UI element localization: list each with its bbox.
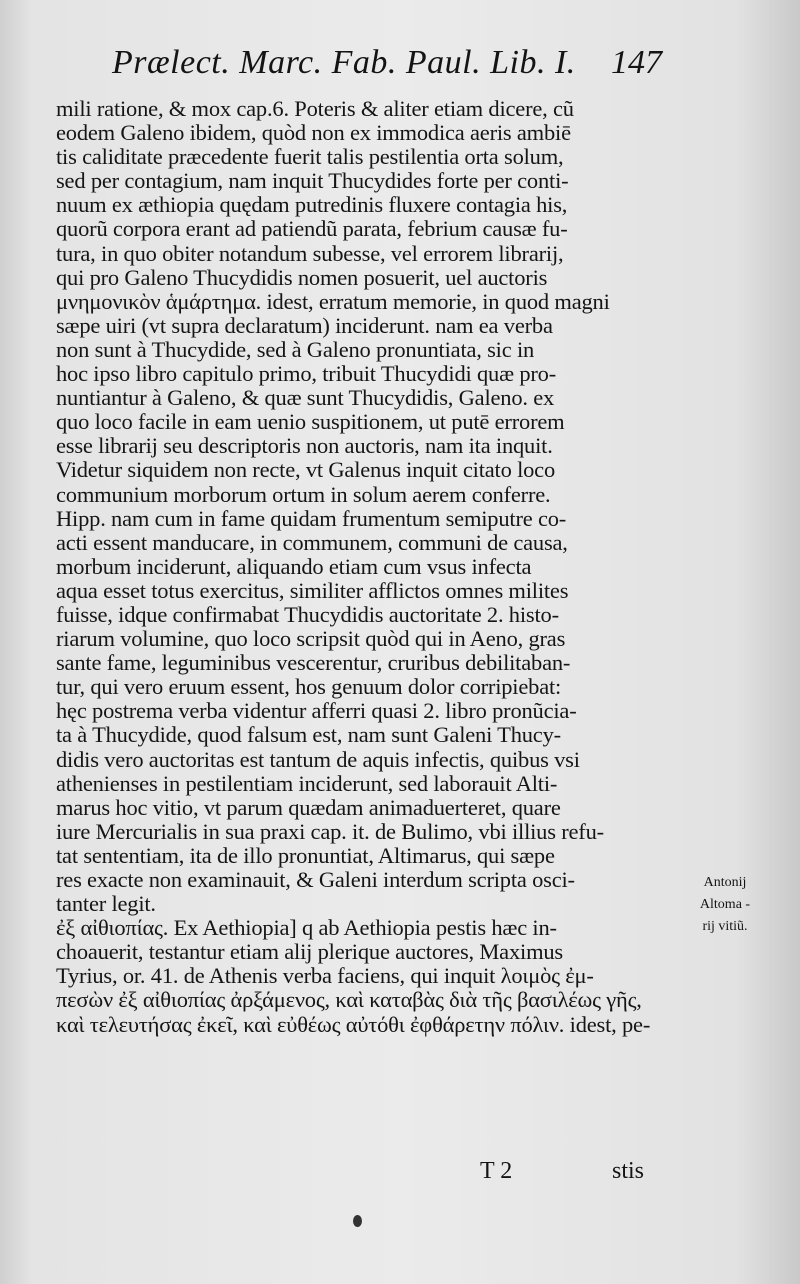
page-header: [112, 44, 672, 94]
margin-note-line: Altoma -: [699, 897, 751, 912]
text-line: riarum volumine, quo loco scripsit quòd qui in Aeno, gras: [56, 627, 566, 652]
text-line: non sunt à Thucydide, sed à Galeno pronuntiata, sic in: [56, 337, 535, 362]
text-line: sed per contagium, nam inquit Thucydides forte per conti-: [56, 169, 569, 194]
text-line: Tyrius, or. 41. de Athenis verba faciens, qui inquit λοιμὸς ἐμ-: [56, 964, 594, 989]
text-line: choauerit, testantur etiam alij plerique auctores, Maximus: [56, 940, 563, 965]
text-line: athenienses in pestilentiam inciderunt, sed laborauit Alti-: [56, 771, 558, 796]
running-title: Prælect. Marc. Fab. Paul. Lib. I.: [112, 44, 576, 81]
text-line: tis caliditate præcedente fuerit talis pestilentia orta solum,: [56, 145, 564, 170]
text-line: fuisse, idque confirmabat Thucydidis auctoritate 2. histo-: [56, 602, 559, 627]
text-line: marus hoc vitio, vt parum quædam animaduerteret, quare: [56, 795, 561, 820]
catchword: stis: [612, 1158, 645, 1184]
text-line: tat sententiam, ita de illo pronuntiat, Altimarus, qui sæpe: [56, 843, 555, 868]
text-line: eodem Galeno ibidem, quòd non ex immodica aeris ambiē: [56, 121, 571, 146]
text-line: ἐξ αἰθιοπίας. Ex Aethiopia] q ab Aethiopia pestis hæc in-: [56, 916, 557, 941]
text-line: Videtur siquidem non recte, vt Galenus inquit citato loco: [56, 458, 556, 483]
text-line: mili ratione, & mox cap.6. Poteris & aliter etiam dicere, cũ: [56, 97, 574, 121]
text-line: nuum ex æthiopia quędam putredinis fluxere contagia his,: [56, 193, 568, 218]
margin-note-line: rij vitiũ.: [702, 919, 748, 934]
text-line: aqua esset totus exercitus, similiter afflictos omnes milites: [56, 578, 569, 603]
text-line: quorũ corpora erant ad patiendũ parata, febrium causæ fu-: [56, 217, 568, 242]
text-line: tura, in quo obiter notandum subesse, vel errorem librarij,: [56, 241, 564, 266]
text-line: hęc postrema verba videntur afferri quasi 2. libro pronũcia-: [56, 699, 577, 724]
signature-mark: T 2: [480, 1158, 513, 1184]
text-line: ta à Thucydide, quod falsum est, nam sunt Galeni Thucy-: [56, 723, 561, 748]
text-line: Hipp. nam cum in fame quidam frumentum semiputre co-: [56, 506, 567, 531]
text-line: nuntiantur à Galeno, & quæ sunt Thucydidis, Galeno. ex: [56, 386, 555, 411]
text-line: qui pro Galeno Thucydidis nomen posuerit, uel auctoris: [56, 265, 548, 290]
text-line: esse librarij seu descriptoris non auctoris, nam ita inquit.: [56, 434, 553, 459]
text-line: communium morborum ortum in solum aerem conferre.: [56, 482, 551, 507]
text-line: πεσὼν ἐξ αἰθιοπίας ἀρξάμενος, καὶ καταβὰς διὰ τῆς βασιλέως γῆς,: [56, 988, 642, 1013]
text-line: morbum inciderunt, aliquando etiam cum vsus infecta: [56, 554, 532, 579]
text-line: hoc ipso libro capitulo primo, tribuit Thucydidi quæ pro-: [56, 362, 557, 387]
text-line: acti essent manducare, in communem, communi de causa,: [56, 530, 568, 555]
page-number: 147: [611, 44, 662, 81]
text-line: μνημονικὸν ἁμάρτημα. idest, erratum memorie, in quod magni: [56, 289, 610, 314]
text-line: res exacte non examinauit, & Galeni interdum scripta osci-: [56, 868, 575, 892]
text-line: didis vero auctoritas est tantum de aquis infectis, quibus vsi: [56, 747, 580, 772]
ink-smudge: [353, 1215, 362, 1227]
text-line: tanter legit.: [56, 892, 156, 917]
text-line: iure Mercurialis in sua praxi cap. it. de Bulimo, vbi illius refu-: [56, 819, 604, 844]
text-line: καὶ τελευτήσας ἐκεῖ, καὶ εὐθέως αὐτόθι ἐφθάρετην πόλιν. idest, pe-: [56, 1012, 651, 1037]
text-line: sæpe uiri (vt supra declaratum) inciderunt. nam ea verba: [56, 313, 553, 338]
body-text: [56, 97, 660, 1037]
text-line: sante fame, leguminibus vescerentur, cruribus debilitaban-: [56, 651, 571, 676]
margin-note-line: Antonij: [703, 875, 747, 890]
margin-note: [680, 872, 770, 938]
text-line: quo loco facile in eam uenio suspitionem, ut putē errorem: [56, 410, 565, 435]
text-line: tur, qui vero eruum essent, hos genuum dolor corripiebat:: [56, 675, 562, 700]
